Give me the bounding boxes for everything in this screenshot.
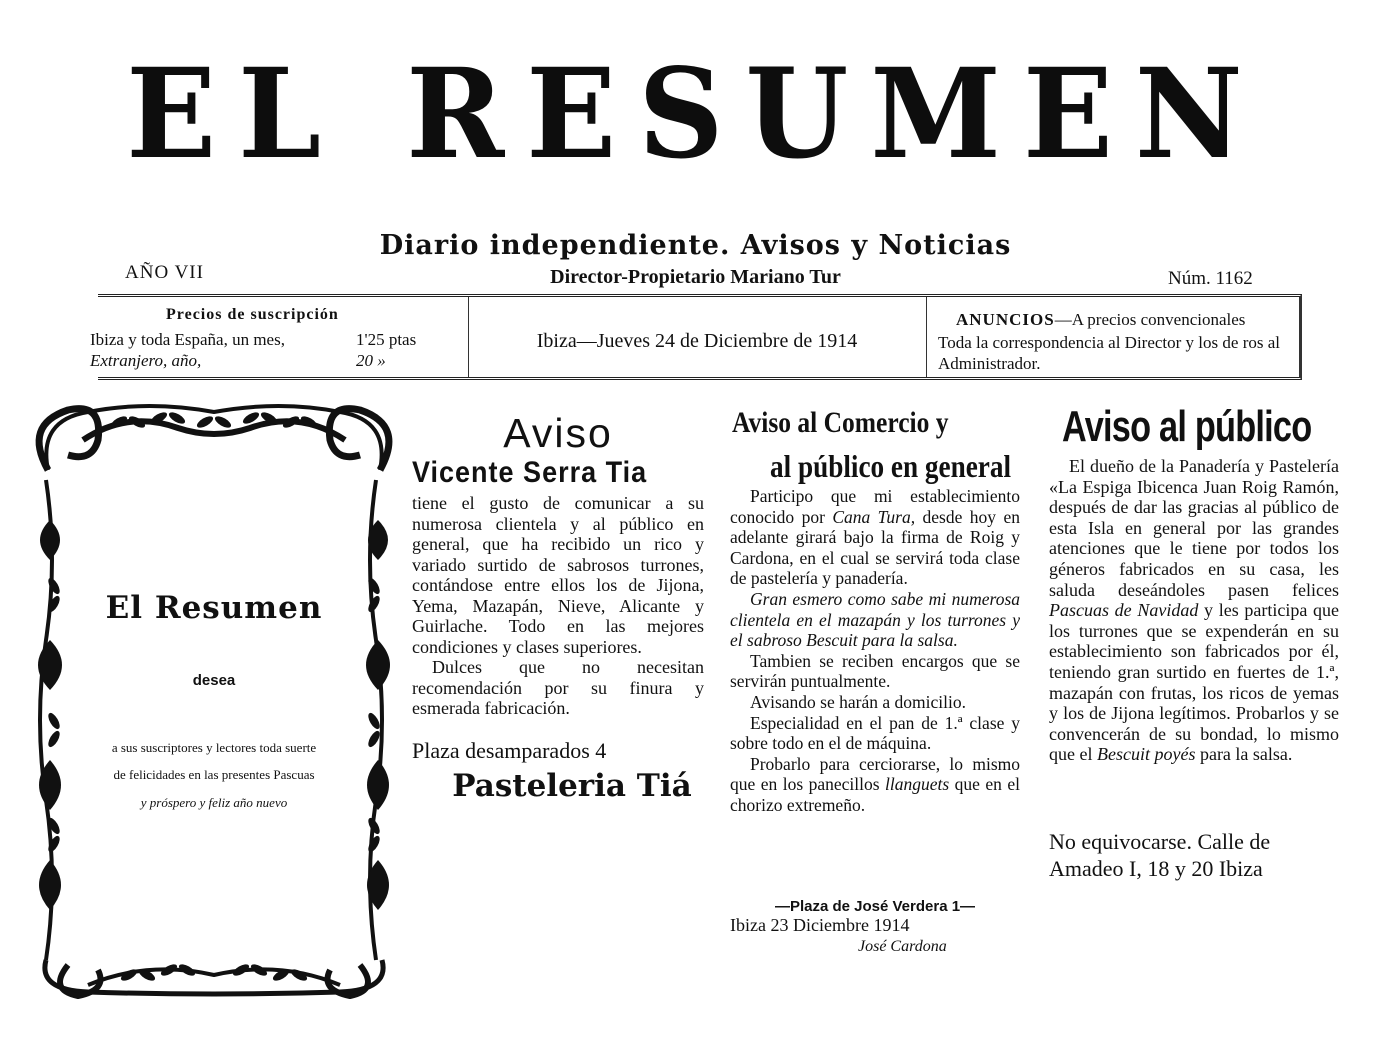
comercio-paragraph — [730, 486, 1020, 589]
price-value: 20 » — [356, 351, 386, 370]
comercio-text: Probarlo para cerciorarse, lo mismo que en los panecillos — [730, 753, 1020, 795]
prices-title: Precios de suscripción — [166, 306, 339, 323]
comercio-paragraph: Especialidad en el pan de 1.ª clase y sobre todo en el de máquina. — [730, 712, 1020, 754]
publico-text: para la salsa. — [1195, 744, 1293, 765]
comercio-text: desde hoy en adelante girará bajo la firma de Roig y Cardona, en el cual se servirá toda clase de pastelería y panadería. — [730, 506, 1020, 589]
comercio-title-line1: Aviso al Comercio y — [732, 406, 949, 439]
comercio-text: Participo que mi establecimiento conocido por — [730, 486, 1020, 527]
ads-title: ANUNCIOS — [956, 310, 1055, 329]
greeting-line: de felicidades en las presentes Pascuas — [113, 767, 315, 782]
issue-number: Núm. 1162 — [1168, 268, 1253, 289]
price-label: Extranjero, año, — [90, 351, 202, 370]
aviso-address: Plaza desamparados 4 — [412, 738, 607, 763]
comercio-signature: José Cardona — [858, 938, 947, 955]
publico-footer: No equivocarse. Calle de Amadeo I, 18 y 20 Ibiza — [1049, 829, 1271, 881]
newspaper-subtitle: Diario independiente. Avisos y Noticias — [379, 230, 1012, 261]
comercio-paragraph: Tambien se reciben encargos que se servirán puntualmente. — [730, 650, 1020, 692]
aviso-title: Aviso — [503, 410, 613, 456]
director-line: Director-Propietario Mariano Tur — [550, 266, 841, 288]
ads-heading — [956, 310, 1245, 330]
aviso-paragraph: tiene el gusto de comunicar a su numerosa clientela y al público en general, que ha recibido un rico y variado surtido de sabrosos turrones, contándose entre ellos los de Jijona, Yema, Mazapán, Nieve, Alicante y Guirlache. Todo en las mejores condiciones y clases superiores. — [412, 493, 704, 657]
comercio-paragraph — [730, 754, 1020, 816]
comercio-place: —Plaza de José Verdera 1— — [774, 898, 976, 915]
aviso-name: Vicente Serra Tia — [412, 455, 648, 489]
comercio-paragraph: Avisando se harán a domicilio. — [750, 691, 966, 712]
subscription-prices — [90, 297, 469, 377]
comercio-title-line2: al público en general — [770, 448, 1012, 484]
ornamental-frame — [28, 400, 400, 1000]
greeting-desea: desea — [192, 672, 236, 689]
greeting-line: y próspero y feliz año nuevo — [140, 795, 288, 810]
publico-text: El dueño de la Panadería y Pastelería «La Espiga Ibicenca Juan Roig Ramón, después de dar las gracias al público de esta Isla en general por las grandes atenciones que le tiene por todos los géneros fabricados en su casa, les saluda deseándoles pasen felices — [1049, 456, 1339, 600]
aviso-paragraph: Dulces que no necesitan recomendación por su finura y esmerada fabricación. — [412, 657, 704, 718]
aviso-body — [412, 493, 704, 719]
dateline: Ibiza—Jueves 24 de Diciembre de 1914 — [536, 330, 858, 352]
comercio-date: Ibiza 23 Diciembre 1914 — [730, 915, 910, 935]
publico-text-italic: Bescuit poyés — [1096, 744, 1196, 765]
aviso-shop-name: Pasteleria Tiá — [452, 768, 692, 804]
publico-body — [1049, 456, 1339, 765]
comercio-paragraph: Gran esmero como sabe mi numerosa clientela en el mazapán y los turrones y el sabroso Bescuit para la salsa. — [730, 588, 1020, 651]
comercio-text-italic: Cana Tura, — [832, 506, 916, 527]
comercio-text-italic: llanguets — [885, 774, 950, 795]
ads-title-rest: —A precios convencionales — [1054, 310, 1246, 329]
newspaper-title: EL RESUMEN — [126, 40, 1265, 187]
ads-box — [926, 297, 1296, 377]
price-label: Ibiza y toda España, un mes, — [90, 330, 285, 349]
greeting-line: a sus suscriptores y lectores toda suerte — [111, 740, 317, 755]
publico-title: Aviso al público — [1062, 402, 1312, 451]
comercio-body — [730, 486, 1020, 816]
greeting-title: El Resumen — [105, 590, 323, 626]
issue-year: AÑO VII — [125, 262, 204, 283]
ads-text: Toda la correspondencia al Director y los de ros al Administrador. — [938, 333, 1280, 373]
publico-text-italic: Pascuas de Navidad — [1049, 600, 1199, 621]
dateline-box — [468, 297, 927, 377]
info-box — [90, 294, 1302, 380]
comercio-text: que en el chorizo extremeño. — [730, 774, 1020, 815]
publico-text: y les participa que los turrones que se expenderán en su establecimiento son fabricados por él, teniendo gran surtido en fuertes de 1.ª, mazapán con frutas, los ricos de yemas y los de Jijona legítimos. Probarlos y se convencerán de su bondad, lo mismo que el — [1049, 600, 1340, 765]
publico-paragraph — [1049, 456, 1339, 765]
price-value: 1'25 ptas — [356, 330, 417, 349]
